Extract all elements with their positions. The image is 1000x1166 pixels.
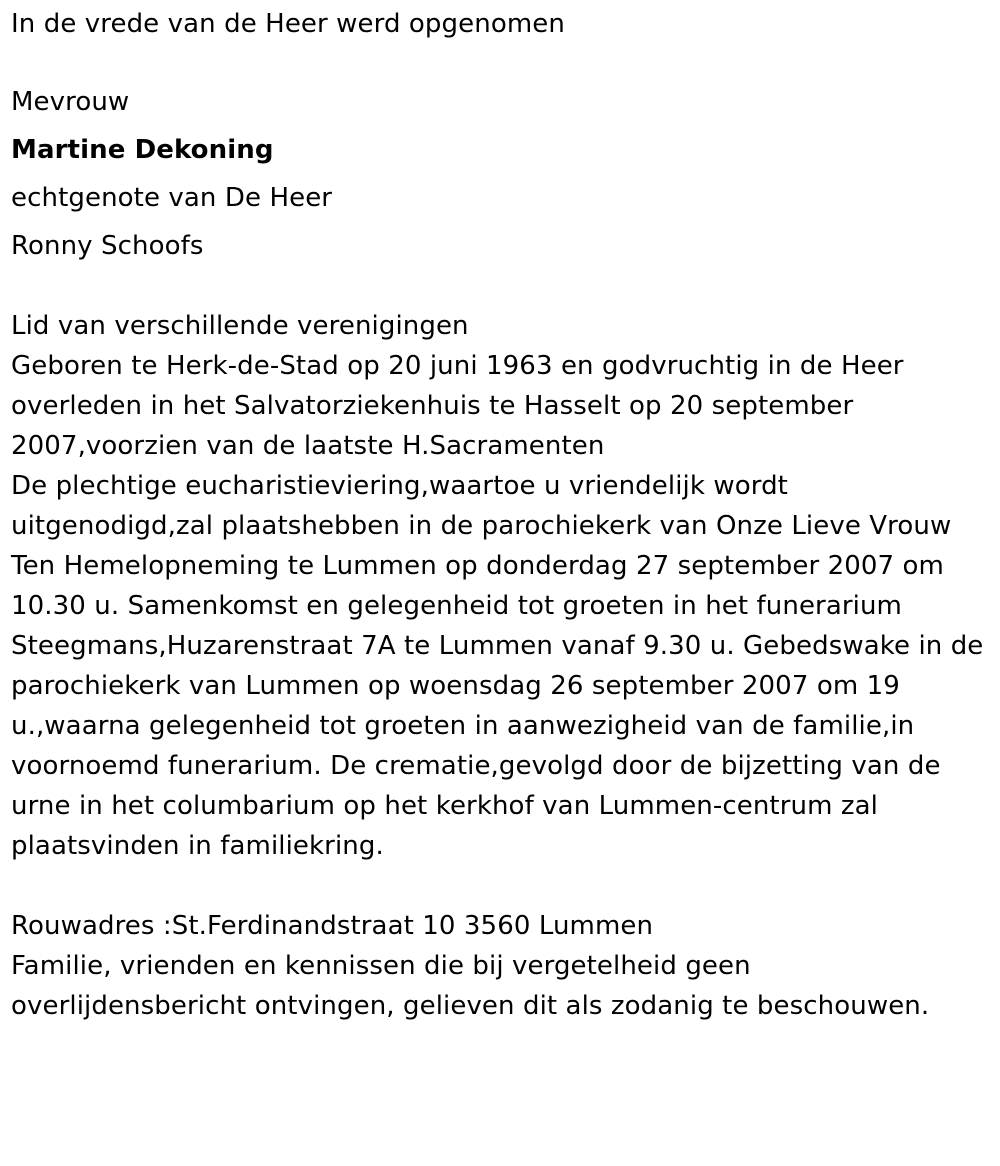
ceremony-line-5: Steegmans,Huzarenstraat 7A te Lummen vanaf 9.30 u. Gebedswake in de: [11, 631, 984, 661]
ceremony-line-10: plaatsvinden in familiekring.: [11, 831, 384, 861]
birth-death-line-2: overleden in het Salvatorziekenhuis te Hasselt op 20 september: [11, 391, 854, 421]
birth-death-paragraph: [11, 346, 996, 466]
ceremony-line-8: voornoemd funerarium. De crematie,gevolgd door de bijzetting van de: [11, 751, 941, 781]
intro-line: In de vrede van de Heer werd opgenomen: [11, 9, 565, 39]
ceremony-line-7: u.,waarna gelegenheid tot groeten in aanwezigheid van de familie,in: [11, 711, 915, 741]
mourning-address: Rouwadres :St.Ferdinandstraat 10 3560 Lummen: [11, 911, 654, 941]
closing-paragraph: [11, 946, 996, 1026]
ceremony-line-3: Ten Hemelopneming te Lummen op donderdag 27 september 2007 om: [11, 551, 944, 581]
ceremony-line-1: De plechtige eucharistieviering,waartoe u vriendelijk wordt: [11, 471, 788, 501]
relation-line: echtgenote van De Heer: [11, 183, 333, 213]
spouse-name: Ronny Schoofs: [11, 231, 204, 261]
ceremony-paragraph: [11, 466, 996, 866]
deceased-name: Martine Dekoning: [11, 135, 274, 165]
membership-line: Lid van verschillende verenigingen: [11, 311, 469, 341]
ceremony-line-4: 10.30 u. Samenkomst en gelegenheid tot groeten in het funerarium: [11, 591, 902, 621]
closing-line-2: overlijdensbericht ontvingen, gelieven dit als zodanig te beschouwen.: [11, 991, 930, 1021]
birth-death-line-3: 2007,voorzien van de laatste H.Sacramenten: [11, 431, 605, 461]
ceremony-line-9: urne in het columbarium op het kerkhof van Lummen-centrum zal: [11, 791, 878, 821]
ceremony-line-6: parochiekerk van Lummen op woensdag 26 september 2007 om 19: [11, 671, 900, 701]
closing-line-1: Familie, vrienden en kennissen die bij vergetelheid geen: [11, 951, 751, 981]
birth-death-line-1: Geboren te Herk-de-Stad op 20 juni 1963 en godvruchtig in de Heer: [11, 351, 904, 381]
ceremony-line-2: uitgenodigd,zal plaatshebben in de parochiekerk van Onze Lieve Vrouw: [11, 511, 952, 541]
honorific: Mevrouw: [11, 87, 130, 117]
death-notice: [11, 0, 996, 1026]
